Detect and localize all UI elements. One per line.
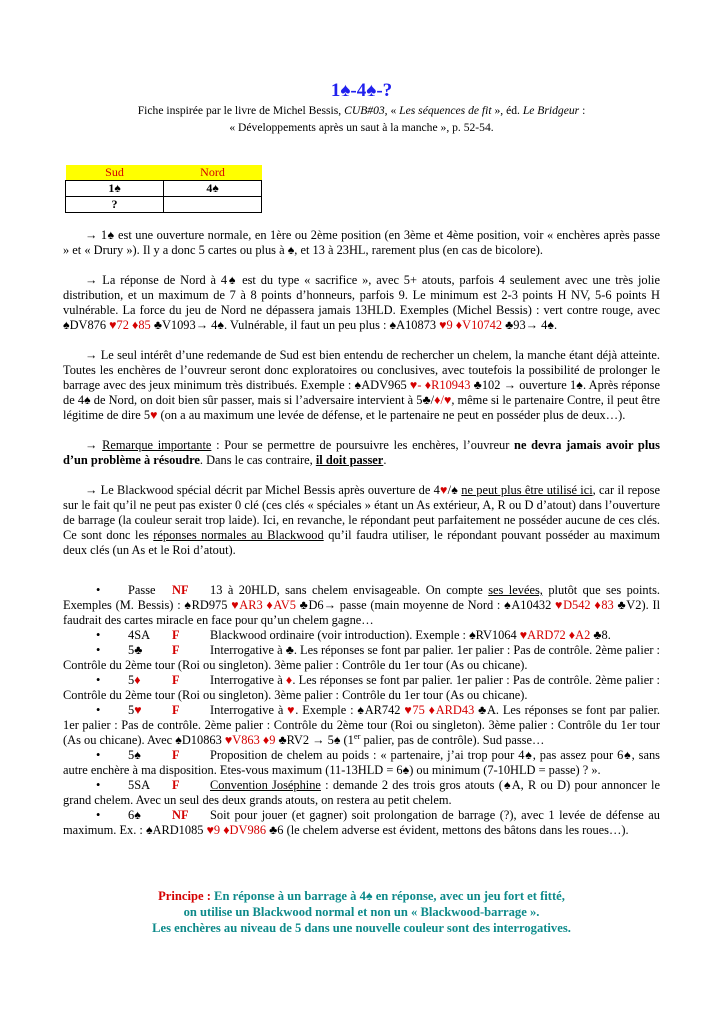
bid-label: 5♥ <box>128 703 142 717</box>
bullet-dot: • <box>96 628 101 642</box>
bullet-5-pique <box>63 748 660 778</box>
bullet-6-pique <box>63 808 660 838</box>
forcing-marker: F <box>172 778 180 792</box>
table-header-nord: Nord <box>164 165 262 181</box>
bullet-dot: • <box>96 808 101 822</box>
principle-line-1: Principe : En réponse à un barrage à 4♠ en réponse, avec un jeu fort et fitté, <box>158 889 565 903</box>
bullet-5-coeur <box>63 703 660 748</box>
bullet-dot: • <box>96 583 101 597</box>
bid-description: Proposition de chelem au poids : « partenaire, j’ai trop pour 4♠, pas assez pour 6♠, sans autre enchère à ma disposition. Etes-vous maximum (11-13HLD = 6♠) ou minimum (7-10HLD = passe) ? ». <box>63 748 660 777</box>
bid-label: 5♠ <box>128 748 141 762</box>
paragraph-response-nord: → La réponse de Nord à 4♠ est du type « sacrifice », avec 5+ atouts, parfois 4 seulement avec une très jolie distribution, et un maximum de 7 à 8 points d’honneurs, parfois 9. Le minimum est 2-3 points H NV, 5-6 points H vulnérable. La force du jeu de Nord ne dépassera jamais 13HLD. Exemples (Michel Bessis) : vert contre rouge, avec ♠DV876 ♥72 ♦85 ♣V1093→ 4♠. Vulnérable, il faut un peu plus : ♠A10873 ♥9 ♦V10742 ♣93→ 4♠. <box>63 273 660 332</box>
bid-description: Interrogative à ♣. Les réponses se font par palier. 1er palier : Pas de contrôle. 2ème palier : Contrôle du 2ème tour (Roi ou singleton). 3ème palier : Contrôle du 1er tour (As ou chicane). <box>63 643 660 672</box>
document-title: 1♠-4♠-? <box>330 80 393 101</box>
bid-description: Soit pour jouer (et gagner) soit prolongation de barrage (?), avec 1 levée de défense au maximum. Ex. : ♠ARD1085 ♥9 ♦DV986 ♣6 (le chelem adverse est évident, mettons des bâtons dans les roues…). <box>63 808 660 837</box>
subtitle-line-1: Fiche inspirée par le livre de Michel Bessis, CUB#03, « Les séquences de fit », éd. Le Bridgeur : <box>137 104 586 117</box>
subtitle-line-2: « Développements après un saut à la manche », p. 52-54. <box>229 120 494 134</box>
bullet-passe <box>63 583 660 628</box>
forcing-marker: NF <box>172 583 189 597</box>
paragraph-remarque-importante: → Remarque importante : Pour se permettre de poursuivre les enchères, l’ouvreur ne devra jamais avoir plus d’un problème à résoudre. Dans le cas contraire, il doit passer. <box>63 438 660 467</box>
bidding-table-row-1 <box>66 181 262 197</box>
forcing-marker: NF <box>172 808 189 822</box>
bid-label: Passe <box>128 583 156 597</box>
bidding-table-header-row <box>66 165 262 181</box>
bid-cell-nord-2 <box>164 197 262 213</box>
bullet-5sa <box>63 778 660 808</box>
bid-label: 5♣ <box>128 643 143 657</box>
bid-description: Convention Joséphine : demande 2 des trois gros atouts (♠A, R ou D) pour annoncer le grand chelem. Avec un seul des deux grands atouts, on restera au petit chelem. <box>63 778 660 807</box>
bidding-table <box>65 165 262 213</box>
forcing-marker: F <box>172 643 180 657</box>
bullet-5-carreau <box>63 673 660 703</box>
bullet-dot: • <box>96 643 101 657</box>
bid-cell-nord-1: 4♠ <box>164 181 262 197</box>
bid-options-list <box>63 583 660 838</box>
bid-cell-sud-2: ? <box>66 197 164 213</box>
principle-line-3: Les enchères au niveau de 5 dans une nouvelle couleur sont des interrogatives. <box>152 921 571 935</box>
forcing-marker: F <box>172 628 180 642</box>
forcing-marker: F <box>172 703 180 717</box>
bid-label: 6♠ <box>128 808 141 822</box>
bid-label: 4SA <box>128 628 151 642</box>
principle-line-2: on utilise un Blackwood normal et non un « Blackwood-barrage ». <box>183 905 540 919</box>
bid-description: Blackwood ordinaire (voir introduction). Exemple : ♠RV1064 ♥ARD72 ♦A2 ♣8. <box>210 628 611 642</box>
table-header-sud: Sud <box>66 165 164 181</box>
bid-description: 13 à 20HLD, sans chelem envisageable. On compte ses levées, plutôt que ses points. Exemples (M. Bessis) : ♠RD975 ♥AR3 ♦AV5 ♣D6→ passe (main moyenne de Nord : ♠A10432 ♥D542 ♦83 ♣V2). Il faudrait des cartes miracle en face pour qu’un chelem gagne… <box>63 583 661 627</box>
forcing-marker: F <box>172 673 180 687</box>
bid-label: 5SA <box>128 778 151 792</box>
bullet-dot: • <box>96 703 101 717</box>
paragraph-blackwood: → Le Blackwood spécial décrit par Michel Bessis après ouverture de 4♥/♠ ne peut plus être utilisé ici, car il repose sur le fait qu’il ne peut pas exister 0 clé (ces clés « spéciales » étant un As extérieur, A, R ou D d’atout) dans l’ouverture de barrage (la couleur serait trop laide). Ici, en revanche, le répondant peut parfaitement ne posséder aucune de ces clés. Ce sont donc les réponses normales au Blackwood qu’il faudra utiliser, le répondant pouvant posséder au maximum deux clés (un As et le Roi d’atout). <box>63 483 660 557</box>
paragraph-slam-interest: → Le seul intérêt d’une redemande de Sud est bien entendu de rechercher un chelem, la manche étant déjà atteinte. Toutes les enchères de l’ouvreur seront donc exploratoires ou conclusives, avec toutefois la possibilité de prolonger le barrage avec des jeux minimum très distribués. Exemple : ♠ADV965 ♥- ♦R10943 ♣102 → ouverture 1♠. Après réponse de 4♠ de Nord, on doit bien sûr passer, mais si l’adversaire intervient à 5♣/♦/♥, même si le partenaire Contre, il peut être légitime de dire 5♥ (on a au maximum une levée de défense, et le partenaire ne peut en posséder plus de deux…). <box>63 348 661 422</box>
bid-description: Interrogative à ♥. Exemple : ♠AR742 ♥75 ♦ARD43 ♣A. Les réponses se font par palier. 1er palier : Pas de contrôle. 2ème palier : Contrôle du 2ème tour (Roi ou singleton). 3ème palier : Contrôle du 1er tour (As ou chicane). Avec ♠D10863 ♥V863 ♦9 ♣RV2 → 5♠ (1er palier, pas de contrôle). Sud passe… <box>63 703 661 747</box>
bullet-dot: • <box>96 673 101 687</box>
bullet-4sa <box>63 628 660 643</box>
bid-description: Interrogative à ♦. Les réponses se font par palier. 1er palier : Pas de contrôle. 2ème palier : Contrôle du 2ème tour (Roi ou singleton). 3ème palier : Contrôle du 1er tour (As ou chicane). <box>63 673 660 702</box>
paragraph-opening: → 1♠ est une ouverture normale, en 1ère ou 2ème position (en 3ème et 4ème position, voir « enchères après passe » et « Drury »). Il y a donc 5 cartes ou plus à ♠, et 13 à 23HL, rarement plus (en cas de bicolore). <box>63 228 660 257</box>
forcing-marker: F <box>172 748 180 762</box>
bullet-5-trefle <box>63 643 660 673</box>
bullet-dot: • <box>96 778 101 792</box>
bid-label: 5♦ <box>128 673 141 687</box>
bullet-dot: • <box>96 748 101 762</box>
principle-block <box>63 888 660 936</box>
bid-cell-sud-1: 1♠ <box>66 181 164 197</box>
bidding-table-row-2 <box>66 197 262 213</box>
